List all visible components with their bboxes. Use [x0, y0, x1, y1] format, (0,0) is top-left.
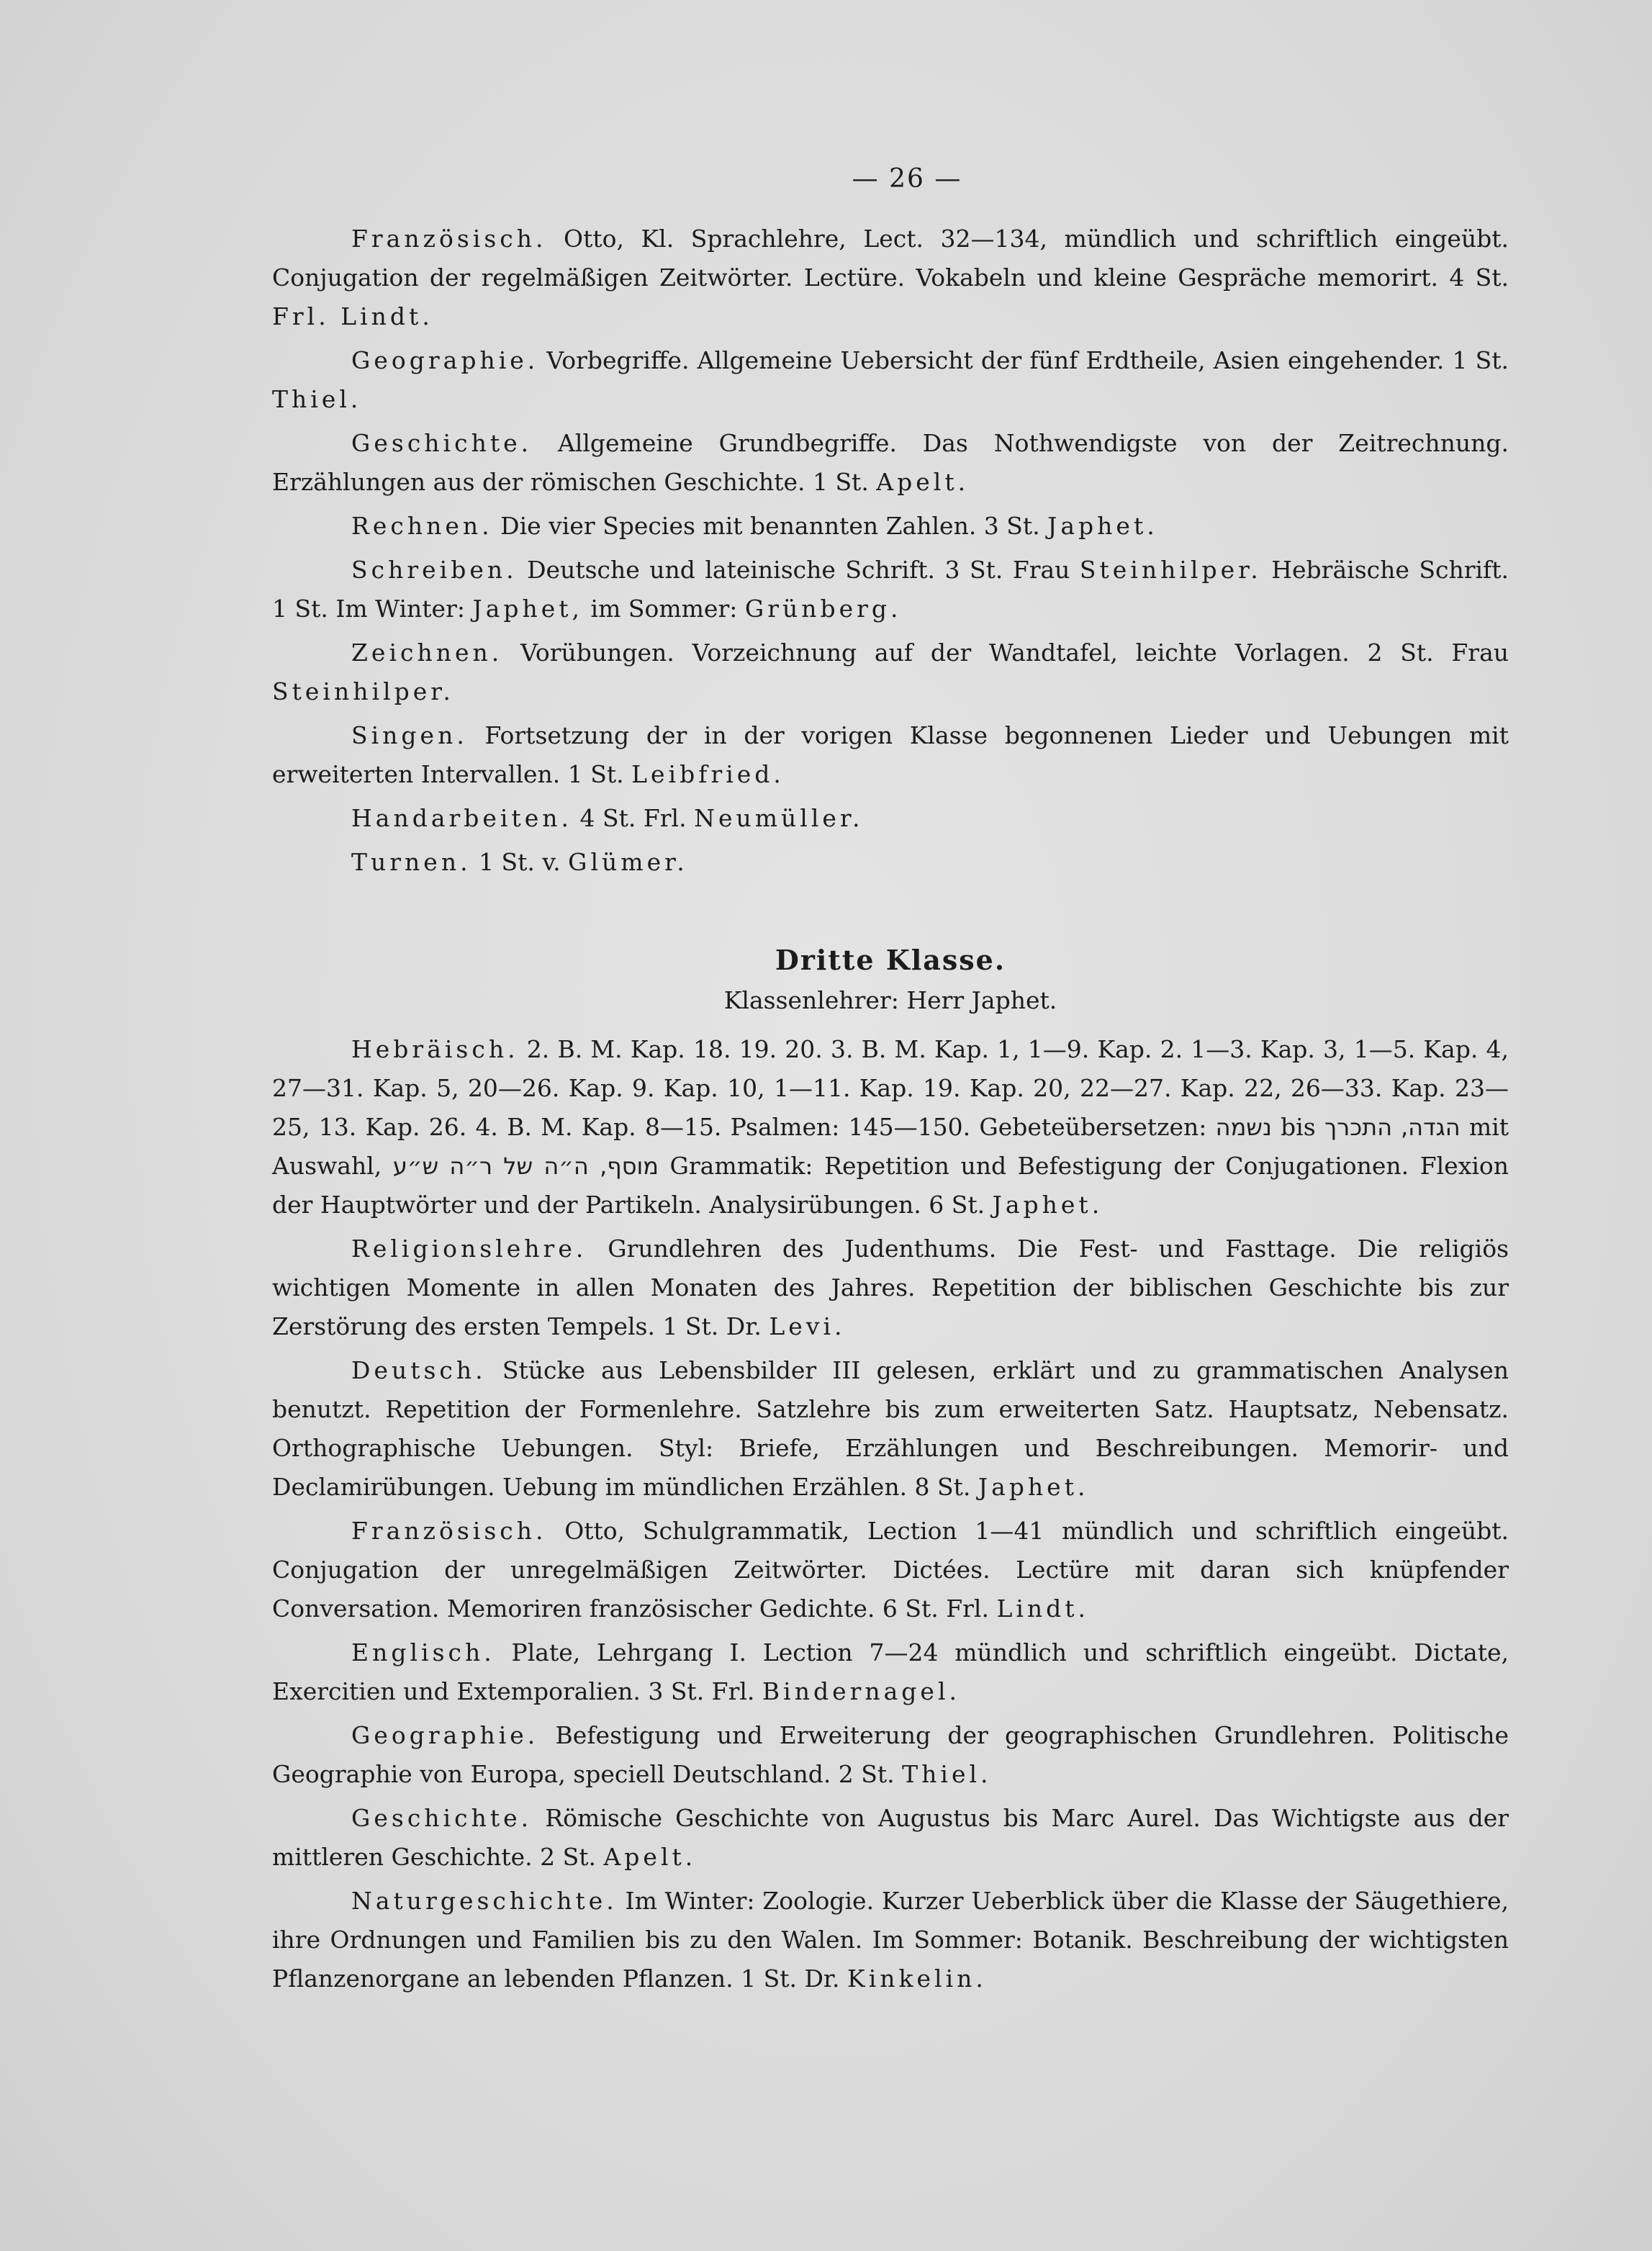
- hebrew-text: הגדה, התכרך: [1324, 1114, 1461, 1141]
- teacher-name: Frl. Lindt.: [272, 302, 433, 330]
- entry-geographie-upper: [272, 341, 1509, 419]
- teacher-name: Japhet.: [992, 1191, 1103, 1219]
- teacher-name: Thiel.: [272, 385, 362, 413]
- entry-text: Grundlehren des Judenthums. Die Fest- und Fasttage. Die religiös wichtigen Momente in allen Monaten des Jahres. Repetition der biblischen Geschichte bis zur Zerstörung des ersten Tempels. 1 St. Dr.: [272, 1235, 1509, 1340]
- teacher-name: Steinhilper.: [1079, 556, 1262, 584]
- entry-geschichte-upper: [272, 424, 1509, 502]
- entry-geographie-lower: [272, 1716, 1509, 1794]
- teacher-name: Japhet.: [978, 1473, 1089, 1501]
- entry-text: Plate, Lehrgang I. Lection 7—24 mündlich und schriftlich eingeübt. Dictate, Exercitien und Extemporalien. 3 St. Frl.: [272, 1638, 1509, 1705]
- entry-text: im Sommer:: [583, 595, 745, 623]
- entry-text: mit Auswahl,: [272, 1113, 1509, 1180]
- teacher-name: Lindt.: [996, 1594, 1090, 1623]
- hebrew-text: נשמה: [1215, 1114, 1272, 1141]
- entry-franzoesisch-lower: [272, 1512, 1509, 1628]
- entry-text: Fortsetzung der in der vorigen Klasse begonnenen Lieder und Uebungen mit erweiterten Intervallen. 1 St.: [272, 721, 1509, 788]
- entry-franzoesisch-upper: [272, 220, 1509, 336]
- entry-turnen: [272, 843, 1509, 882]
- entry-text: 2. B. M. Kap. 18. 19. 20. 3. B. M. Kap. 1, 1—9. Kap. 2. 1—3. Kap. 3, 1—5. Kap. 4, 27—31. Kap. 5, 20—26. Kap. 9. Kap. 10, 1—11. Kap. 19. Kap. 20, 22—27. Kap. 22, 26—33. Kap. 23—25, 13. Kap. 26. 4. B. M. Kap. 8—15. Psalmen: 145—150. Gebeteübersetzen:: [272, 1035, 1509, 1141]
- subject-heading: Naturgeschichte.: [351, 1887, 618, 1915]
- entry-rechnen: [272, 507, 1509, 546]
- entry-text: Die vier Species mit benannten Zahlen. 3 St.: [492, 512, 1048, 540]
- teacher-name: Glümer.: [568, 848, 688, 876]
- subject-heading: Englisch.: [351, 1638, 495, 1666]
- teacher-name: Japhet,: [472, 595, 584, 623]
- entry-text: Deutsche und lateinische Schrift. 3 St. Frau: [517, 556, 1080, 584]
- entry-deutsch: [272, 1351, 1509, 1507]
- subject-heading: Singen.: [351, 721, 468, 749]
- entry-text: 1 St. v.: [471, 848, 569, 876]
- teacher-name: Bindernagel.: [762, 1677, 961, 1705]
- subject-heading: Geographie.: [351, 1721, 539, 1749]
- teacher-name: Kinkelin.: [847, 1964, 987, 1993]
- teacher-name: Levi.: [769, 1312, 846, 1340]
- subject-heading: Französisch.: [351, 225, 547, 253]
- entry-hebraeisch: [272, 1030, 1509, 1224]
- entry-schreiben: [272, 551, 1509, 628]
- subject-heading: Handarbeiten.: [351, 804, 573, 832]
- entry-naturgeschichte: [272, 1882, 1509, 1998]
- teacher-name: Neumüller.: [694, 804, 864, 832]
- subject-heading: Französisch.: [351, 1517, 547, 1545]
- entry-text: bis: [1271, 1113, 1324, 1141]
- subject-heading: Religionslehre.: [351, 1235, 587, 1263]
- subject-heading: Zeichnen.: [351, 639, 503, 667]
- subject-heading: Geschichte.: [351, 429, 533, 457]
- subject-heading: Deutsch.: [351, 1356, 487, 1384]
- entry-handarbeiten: [272, 799, 1509, 838]
- entry-text: Allgemeine Grundbegriffe. Das Nothwendigste von der Zeitrechnung. Erzählungen aus der römischen Geschichte. 1 St.: [272, 429, 1509, 496]
- teacher-name: Apelt.: [876, 468, 970, 496]
- teacher-name: Grünberg.: [744, 595, 902, 623]
- entry-englisch: [272, 1633, 1509, 1711]
- teacher-name: Apelt.: [603, 1843, 697, 1871]
- teacher-name: Leibfried.: [631, 760, 785, 788]
- teacher-name: Steinhilper.: [272, 677, 454, 705]
- teacher-name: Japhet.: [1047, 512, 1158, 540]
- subject-heading: Geschichte.: [351, 1804, 533, 1832]
- entry-text: Otto, Schulgrammatik, Lection 1—41 mündlich und schriftlich eingeübt. Conjugation der unregelmäßigen Zeitwörter. Dictées. Lectüre mit daran sich knüpfender Conversation. Memoriren französischer Gedichte. 6 St. Frl.: [272, 1517, 1509, 1623]
- entry-text: Otto, Kl. Sprachlehre, Lect. 32—134, mündlich und schriftlich eingeübt. Conjugation der regelmäßigen Zeitwörter. Lectüre. Vokabeln und kleine Gespräche memorirt. 4 St.: [272, 225, 1509, 292]
- section-title: Dritte Klasse.: [775, 944, 1006, 976]
- entry-geschichte-lower: [272, 1799, 1509, 1877]
- entry-singen: [272, 716, 1509, 794]
- subject-heading: Rechnen.: [351, 512, 493, 540]
- entry-text: Römische Geschichte von Augustus bis Marc Aurel. Das Wichtigste aus der mittleren Geschichte. 2 St.: [272, 1804, 1509, 1871]
- entry-text: Befestigung und Erweiterung der geographischen Grundlehren. Politische Geographie von Europa, speciell Deutschland. 2 St.: [272, 1721, 1509, 1788]
- entry-zeichnen: [272, 633, 1509, 711]
- entry-text: 4 St. Frl.: [572, 804, 695, 832]
- entry-text: Grammatik: Repetition und Befestigung der Conjugationen. Flexion der Hauptwörter und der Partikeln. Analysirübungen. 6 St.: [272, 1152, 1509, 1219]
- hebrew-text: מוסף, ה״ה של ר״ה ש״ע: [392, 1152, 659, 1180]
- entry-text: Hebräische Schrift. 1 St. Im Winter:: [272, 556, 1509, 623]
- document-body: [272, 220, 1509, 2003]
- subject-heading: Hebräisch.: [351, 1035, 519, 1063]
- entry-text: Stücke aus Lebensbilder III gelesen, erklärt und zu grammatischen Analysen benutzt. Repetition der Formenlehre. Satzlehre bis zum erweiterten Satz. Hauptsatz, Nebensatz. Orthographische Uebungen. Styl: Briefe, Erzählungen und Beschreibungen. Memorir- und Declamirübungen. Uebung im mündlichen Erzählen. 8 St.: [272, 1356, 1509, 1501]
- entry-religionslehre: [272, 1230, 1509, 1346]
- teacher-name: Thiel.: [902, 1760, 992, 1788]
- page-number: — 26 —: [852, 164, 962, 194]
- class-teacher-line: Klassenlehrer: Herr Japhet.: [723, 986, 1057, 1014]
- entry-text: Vorbegriffe. Allgemeine Uebersicht der fünf Erdtheile, Asien eingehender. 1 St.: [538, 346, 1509, 374]
- entry-text: Vorübungen. Vorzeichnung auf der Wandtafel, leichte Vorlagen. 2 St. Frau: [502, 639, 1509, 667]
- subject-heading: Turnen.: [351, 848, 471, 876]
- subject-heading: Geographie.: [351, 346, 539, 374]
- subject-heading: Schreiben.: [351, 556, 518, 584]
- entry-text: Im Winter: Zoologie. Kurzer Ueberblick über die Klasse der Säugethiere, ihre Ordnungen und Familien bis zu den Walen. Im Sommer: Botanik. Beschreibung der wichtigsten Pflanzenorgane an lebenden Pflanzen. 1 St. Dr.: [272, 1887, 1509, 1993]
